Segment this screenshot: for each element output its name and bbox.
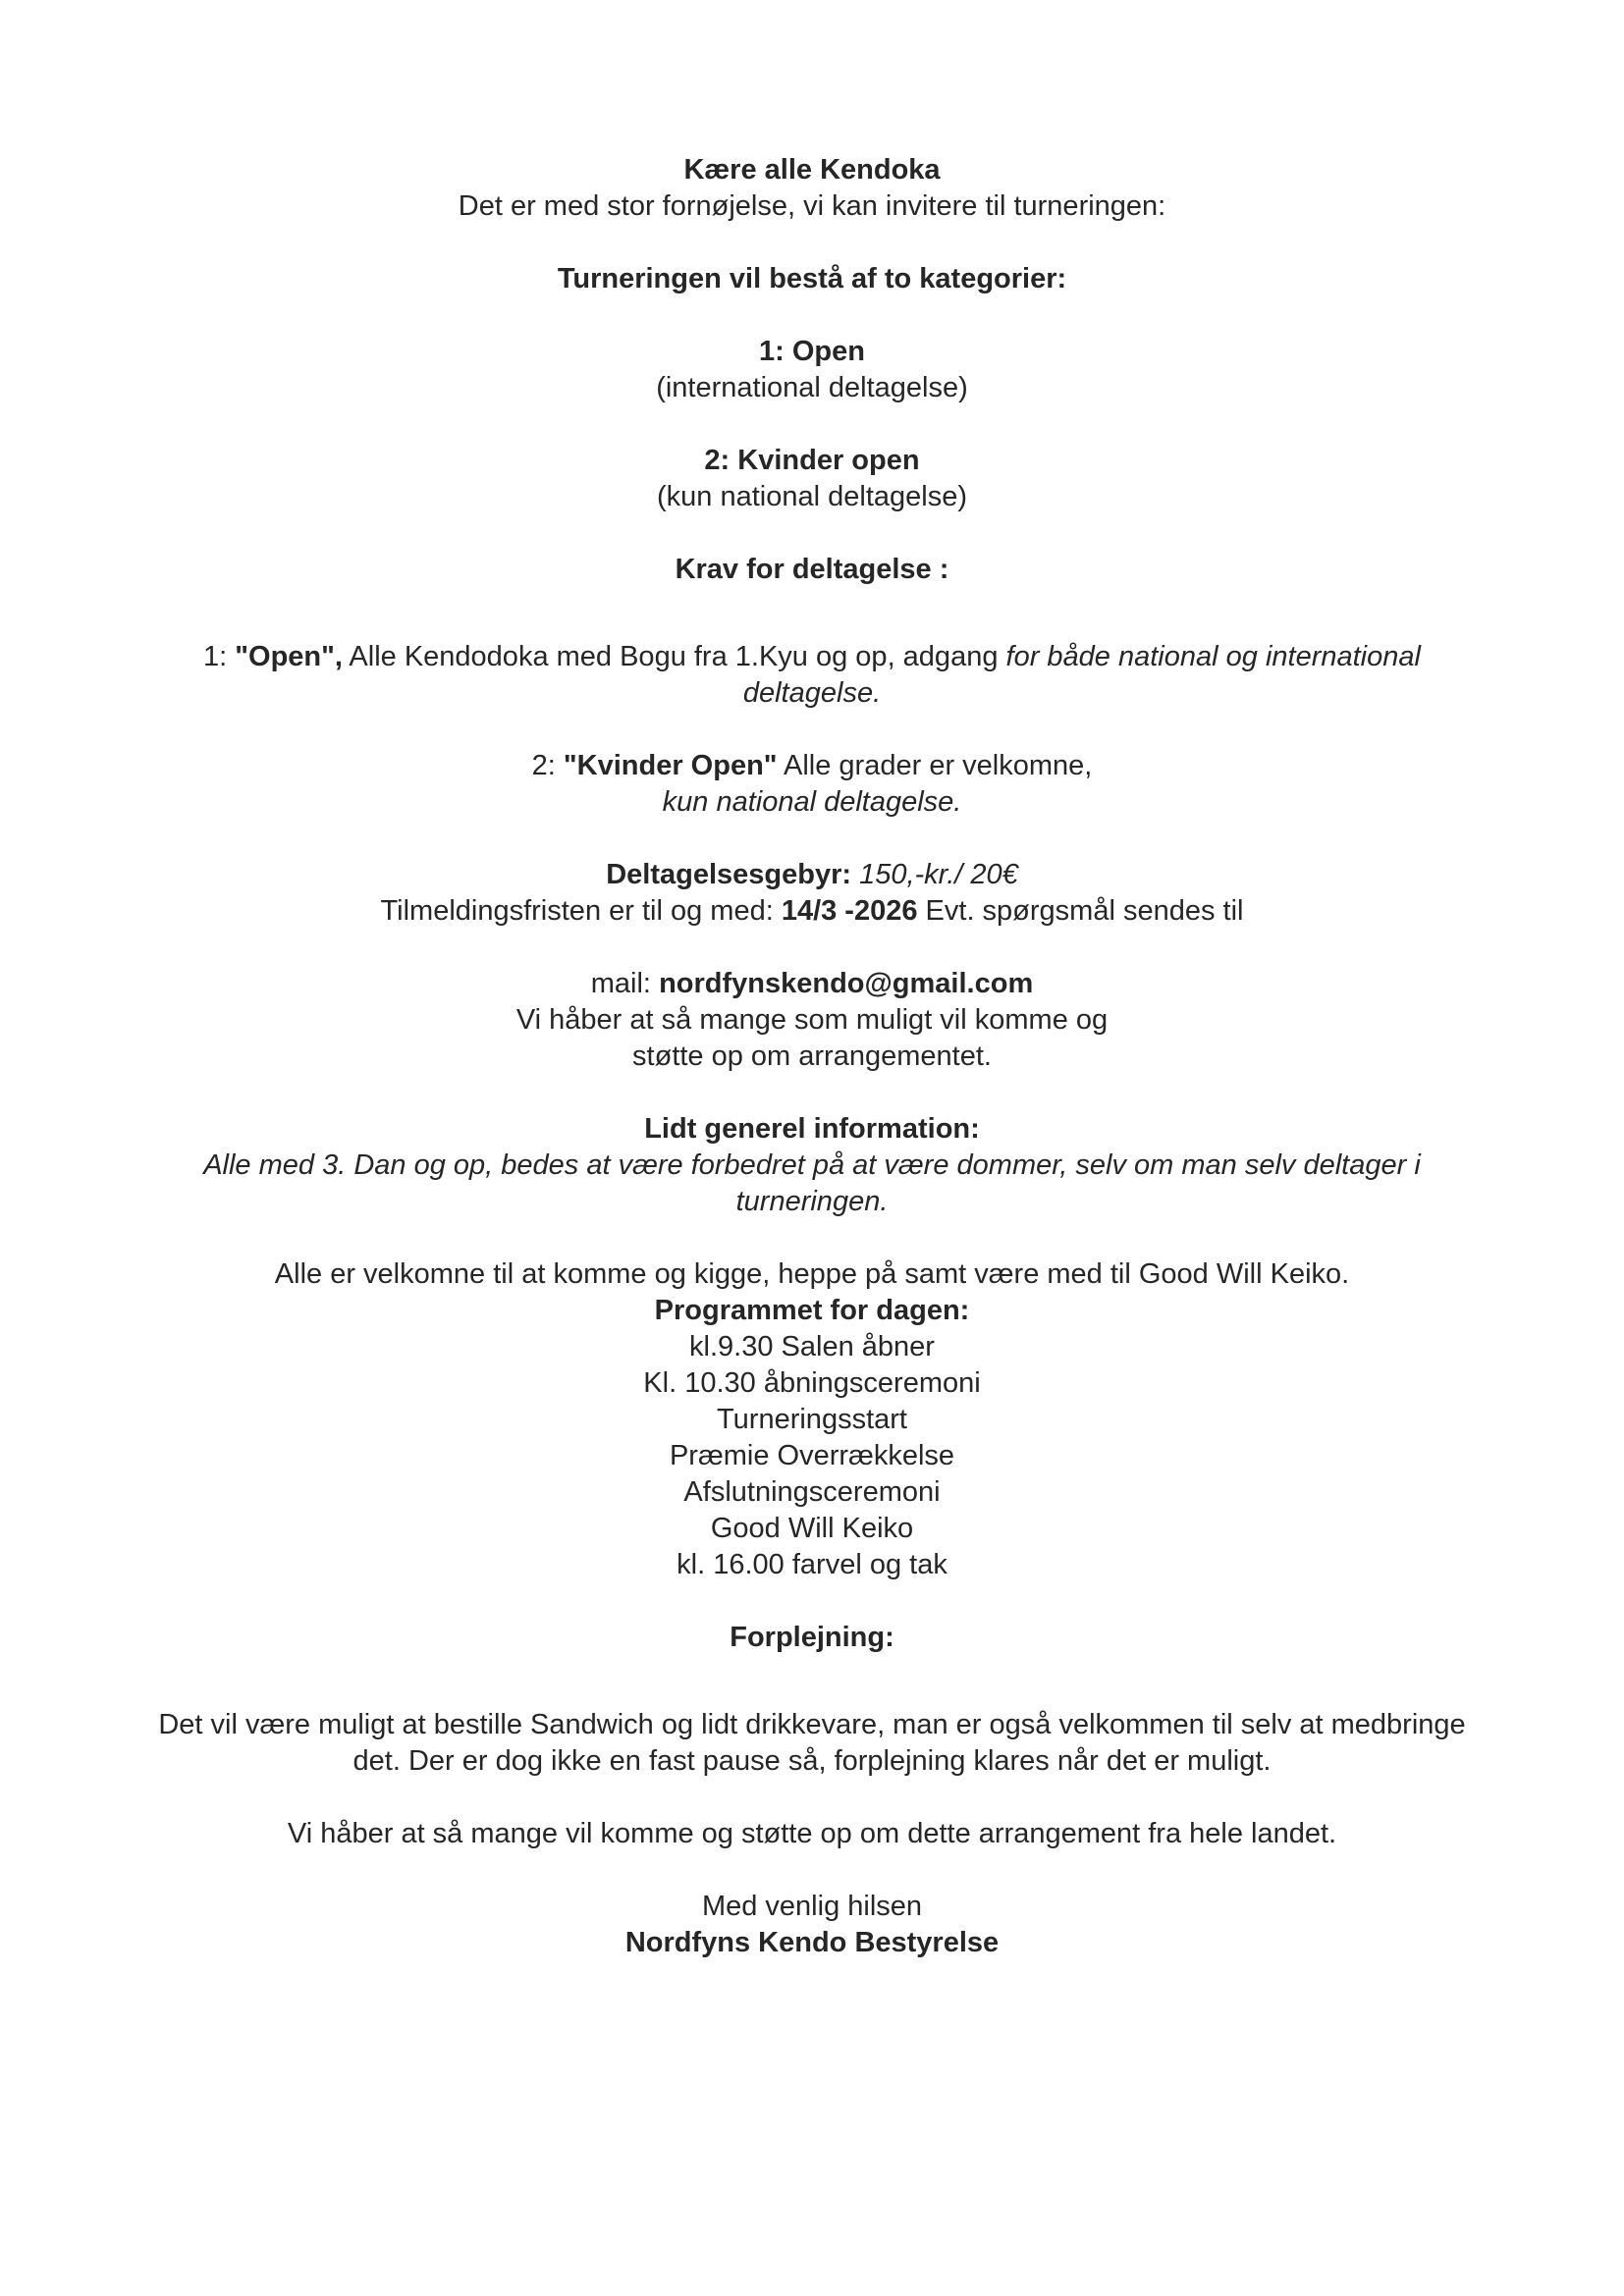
contact-mail: mail: nordfynskendo@gmail.com (590, 968, 1034, 999)
deadline-line: Tilmeldingsfristen er til og med: 14/3 -2026 Evt. spørgsmål sendes til (380, 895, 1244, 927)
requirement-2-note: kun national deltagelse. (662, 786, 962, 818)
categories-heading: Turneringen vil bestå af to kategorier: (557, 263, 1067, 294)
program-item: kl.9.30 Salen åbner (689, 1331, 935, 1362)
program-item: Kl. 10.30 åbningsceremoni (643, 1367, 981, 1399)
category-2-note: (kun national deltagelse) (657, 481, 967, 512)
greeting-title: Kære alle Kendoka (683, 154, 941, 186)
requirement-2: 2: "Kvinder Open" Alle grader er velkomne, (531, 750, 1093, 781)
category-2-title: 2: Kvinder open (704, 445, 920, 476)
category-1-note: (international deltagelse) (656, 372, 968, 403)
welcome-text: Alle er velkomne til at komme og kigge, heppe på samt være med til Good Will Keiko. (274, 1258, 1350, 1290)
fee-line: Deltagelsesgebyr: 150,-kr./ 20€ (606, 859, 1018, 890)
program-heading: Programmet for dagen: (654, 1295, 970, 1326)
signature: Nordfyns Kendo Bestyrelse (624, 1927, 1000, 1958)
hope-line-1: Vi håber at så mange som muligt vil komme og (515, 1004, 1109, 1036)
program-item: Turneringsstart (717, 1404, 907, 1435)
closing-regards: Med venlig hilsen (701, 1891, 923, 1922)
letter-body (0, 152, 1624, 1961)
general-info-text: Alle med 3. Dan og op, bedes at være forbedret på at være dommer, selv om man selv deltager i turneringen. (203, 1149, 1421, 1217)
requirements-heading: Krav for deltagelse : (675, 554, 949, 585)
email-link[interactable]: nordfynskendo@gmail.com (659, 968, 1034, 999)
catering-text: Det vil være muligt at bestille Sandwich og lidt drikkevare, man er også velkommen til selv at medbringe det. Der er dog ikke en fast pause så, forplejning klares når det er muligt. (158, 1709, 1466, 1777)
closing-hope: Vi håber at så mange vil komme og støtte op om dette arrangement fra hele landet. (287, 1818, 1337, 1849)
program-item: Præmie Overrækkelse (669, 1440, 955, 1471)
category-1-title: 1: Open (759, 336, 865, 367)
hope-line-2: støtte op om arrangementet. (632, 1041, 992, 1072)
program-item: Afslutningsceremoni (683, 1476, 941, 1508)
program-item: Good Will Keiko (710, 1513, 914, 1544)
general-info-heading: Lidt generel information: (644, 1113, 980, 1145)
greeting-intro: Det er med stor fornøjelse, vi kan invitere til turneringen: (458, 190, 1166, 222)
program-item: kl. 16.00 farvel og tak (677, 1549, 947, 1580)
requirement-1: 1: "Open", Alle Kendodoka med Bogu fra 1.Kyu og op, adgang for både national og international deltagelse. (203, 641, 1421, 709)
catering-heading: Forplejning: (730, 1622, 894, 1653)
